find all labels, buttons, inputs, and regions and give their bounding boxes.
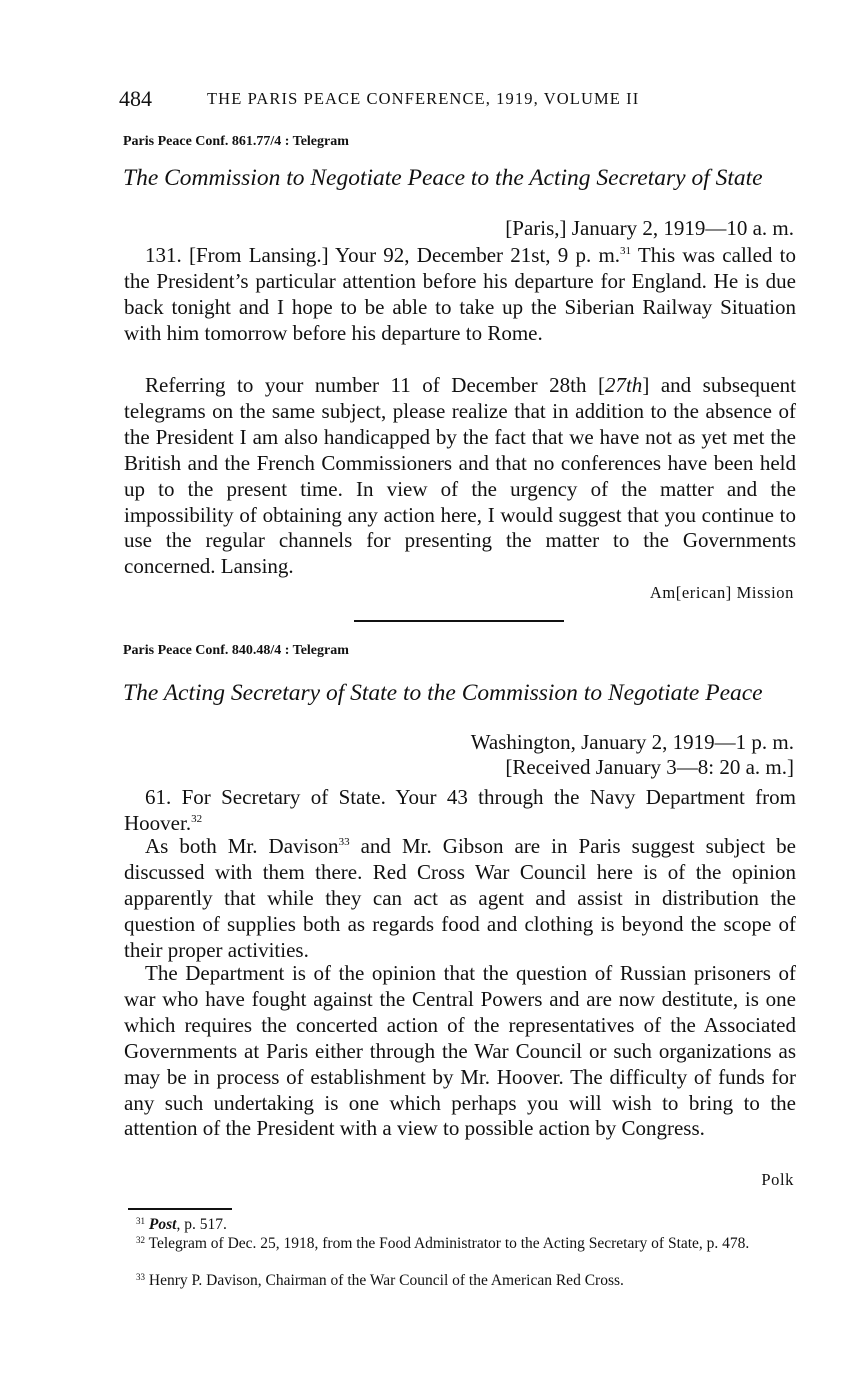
doc2-received: [Received January 3—8: 20 a. m.]: [505, 755, 794, 779]
doc1-paragraph-2: Referring to your number 11 of December 28th [27th] and subsequent telegrams on the same subject, please realize that in addition to the absence of the President I am also handicapped by the fact that we have not as yet met the British and the French Commissioners and that no conferences have been held up to the present time. In view of the urgency of the matter and the impossibility of obtaining any action here, I would suggest that you continue to use the regular channels for presenting the matter to the Governments concerned. Lansing.: [124, 373, 796, 579]
section-divider: [354, 620, 564, 622]
page-header: [119, 86, 640, 112]
doc2-dateline: Washington, January 2, 1919—1 p. m.: [470, 730, 794, 754]
footnote-ref-32: 32: [191, 812, 203, 825]
doc2-paragraph-1: 61. For Secretary of State. Your 43 through the Navy Department from Hoover.$^{32}$: [124, 785, 796, 835]
footnote-ref-33: 33: [338, 836, 350, 848]
footnote-33: $^{33}$ Henry P. Davison, Chairman of the War Council of the American Red Cross.: [136, 1272, 624, 1289]
doc2-paragraph-3: The Department is of the opinion that the question of Russian prisoners of war who have fought against the Central Powers and are now destitute, is one which requires the concerted action of the representatives of the Associated Governments at Paris either through the War Council or such organizations as may be in process of establishment by Mr. Hoover. The difficulty of funds for any such undertaking is one which perhaps you will wish to bring to the attention of the President with a view to possible action by Congress.: [124, 961, 796, 1141]
doc1-paragraph-1: 131. [From Lansing.] Your 92, December 21st, 9 p. m.$^{31}$ This was called to the President’s particular attention before his departure for England. He is due back tonight and I hope to be able to take up the Siberian Railway Situation with him tomorrow before his departure to Rome.: [124, 243, 796, 345]
doc2-file-reference: Paris Peace Conf. 840.48/4 : Telegram: [123, 643, 349, 658]
running-title: THE PARIS PEACE CONFERENCE, 1919, VOLUME II: [207, 89, 640, 108]
footnote-31: $^{31}$ Post, p. 517.: [136, 1216, 227, 1233]
doc1-title: The Commission to Negotiate Peace to the Acting Secretary of State: [123, 165, 763, 191]
footnote-32: $^{32}$ Telegram of Dec. 25, 1918, from the Food Administrator to the Acting Secretary of State, p. 478.: [136, 1235, 750, 1252]
footnote-ref-31: 31: [620, 245, 632, 257]
doc2-title: The Acting Secretary of State to the Commission to Negotiate Peace: [123, 680, 763, 706]
doc2-signature: Polk: [761, 1170, 794, 1189]
doc1-signature: Am[erican] Mission: [649, 583, 794, 602]
footnote-divider: [128, 1208, 232, 1210]
page-number: 484: [119, 86, 152, 111]
doc1-dateline: [Paris,] January 2, 1919—10 a. m.: [505, 216, 794, 240]
doc2-paragraph-2: As both Mr. Davison$^{33}$ and Mr. Gibson are in Paris suggest subject be discussed with them there. Red Cross War Council here is of the opinion apparently that while they can act as agent and assist in distribution the question of supplies both as regards food and clothing is beyond the scope of their proper activities.: [124, 834, 796, 962]
doc1-file-reference: Paris Peace Conf. 861.77/4 : Telegram: [123, 134, 349, 149]
